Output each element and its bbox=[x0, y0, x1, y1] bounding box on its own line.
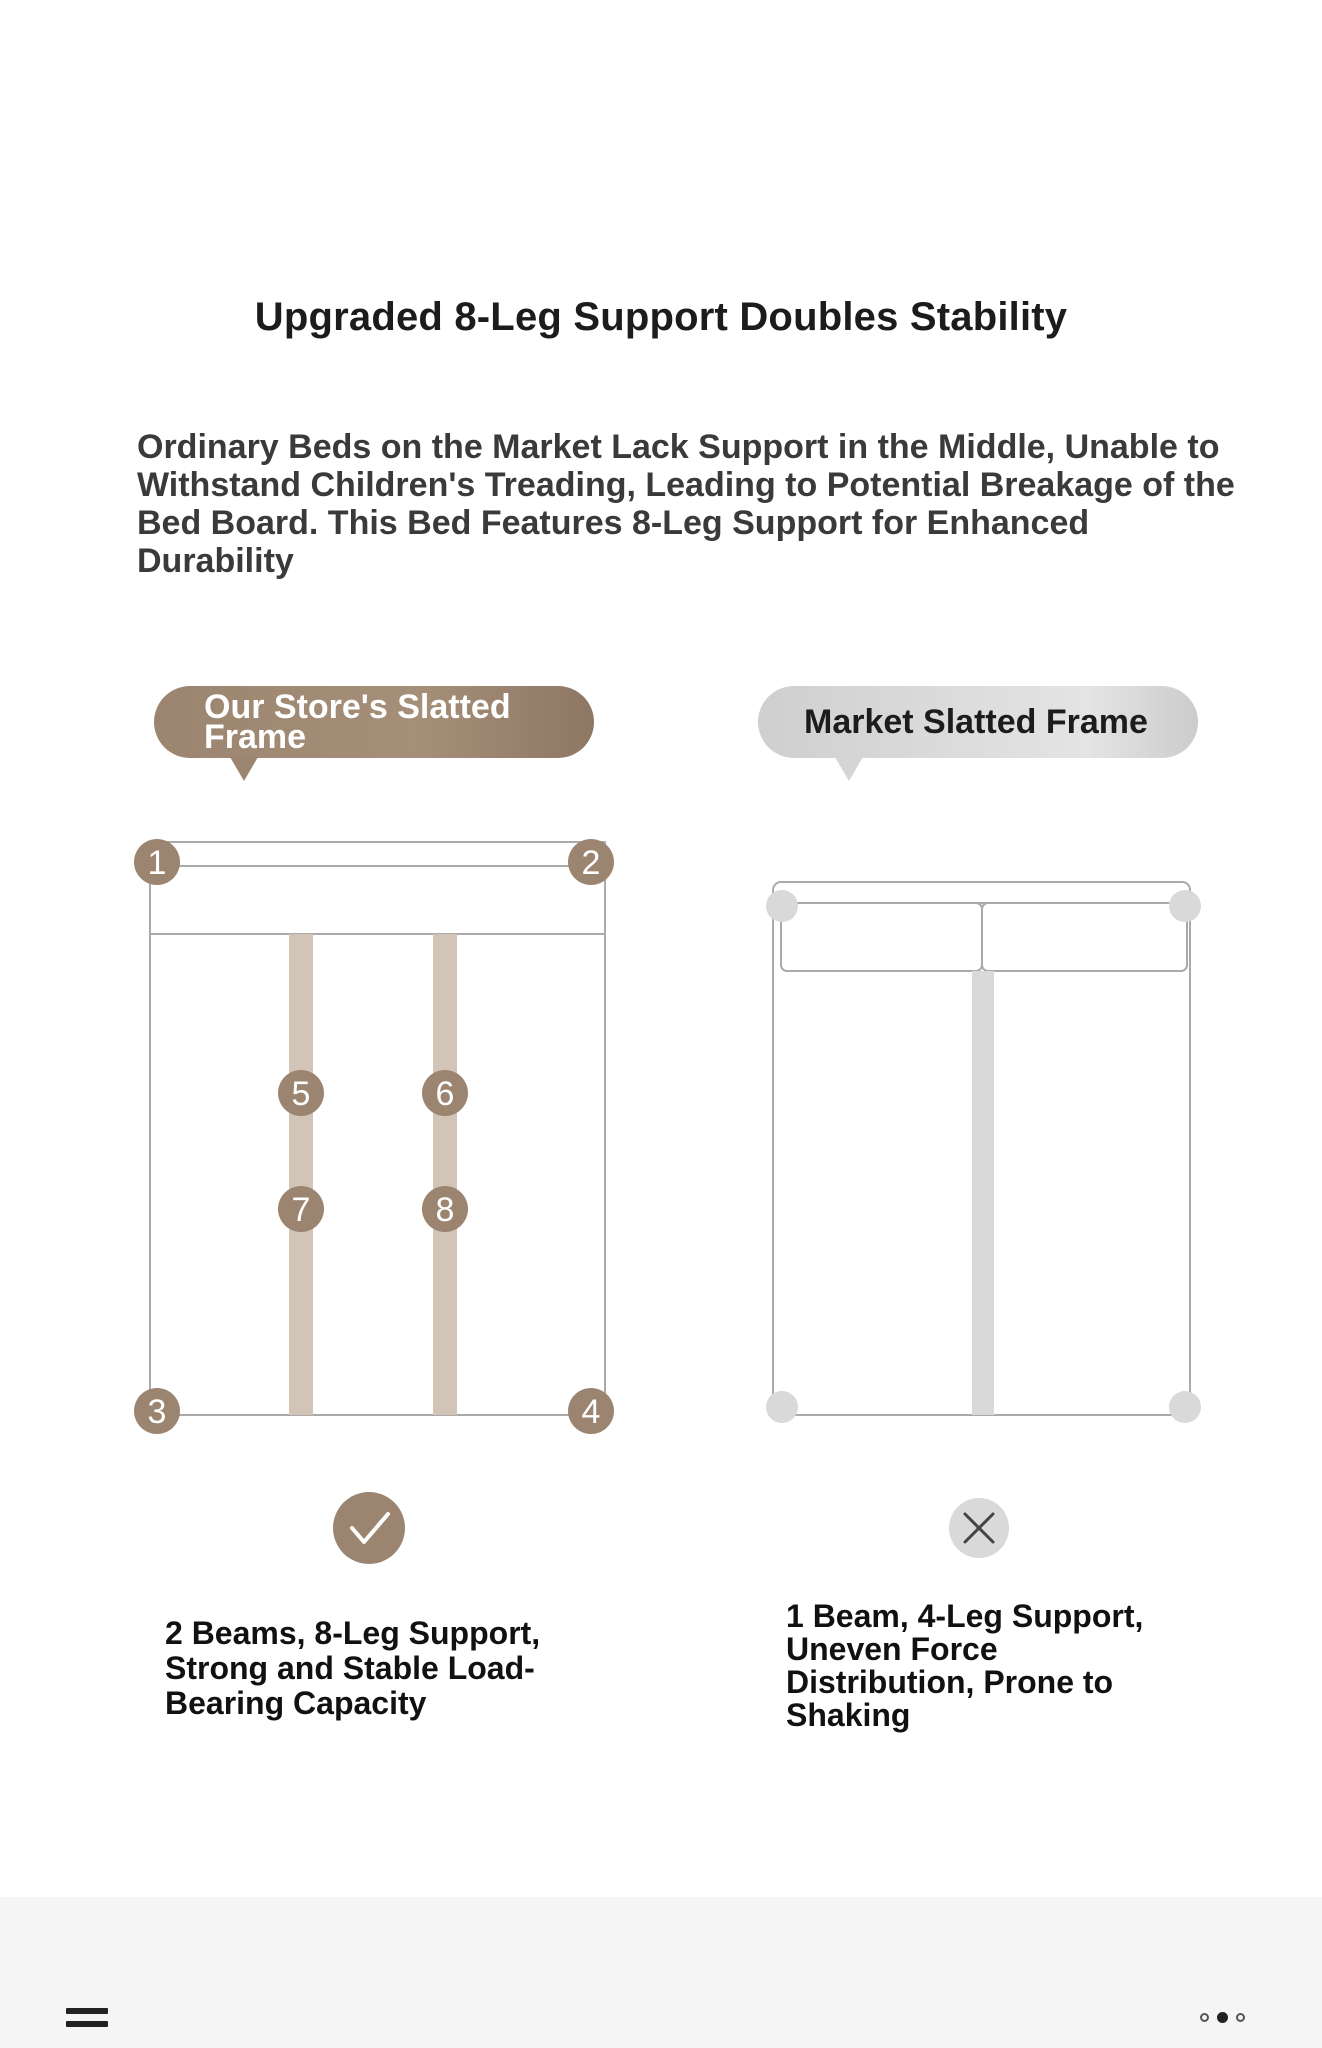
page-dot-2[interactable] bbox=[1217, 2012, 1228, 2023]
market-leg-marker-1 bbox=[766, 890, 798, 922]
intro-text: Ordinary Beds on the Market Lack Support in the Middle, Unable to Withstand Children's Treading, Leading to Potential Breakage of the Bed Board. This Bed Features 8-Leg Support for Enhanced Durability bbox=[137, 428, 1235, 580]
leg-marker-2 bbox=[568, 839, 614, 885]
market-frame-pillow-left bbox=[781, 903, 982, 971]
leg-number-7: 7 bbox=[291, 1191, 311, 1229]
our-frame-beam-1 bbox=[289, 934, 313, 1415]
our-frame-beam-2 bbox=[433, 934, 457, 1415]
hamburger-menu-icon[interactable] bbox=[66, 2008, 108, 2034]
our-frame-diagram bbox=[134, 839, 614, 1564]
market-leg-marker-2 bbox=[1169, 890, 1201, 922]
market-frame-label-text: Market Slatted Frame bbox=[804, 703, 1148, 741]
leg-number-3: 3 bbox=[147, 1393, 167, 1431]
check-icon bbox=[333, 1492, 405, 1564]
leg-number-5: 5 bbox=[291, 1075, 311, 1113]
leg-marker-1 bbox=[134, 839, 180, 885]
market-leg-marker-3 bbox=[766, 1391, 798, 1423]
page-indicator bbox=[1200, 2012, 1245, 2023]
market-frame-beam bbox=[972, 971, 994, 1415]
page-dot-1[interactable] bbox=[1200, 2013, 1209, 2022]
leg-marker-8 bbox=[422, 1186, 468, 1232]
leg-number-6: 6 bbox=[435, 1075, 455, 1113]
leg-marker-3 bbox=[134, 1388, 180, 1434]
leg-marker-7 bbox=[278, 1186, 324, 1232]
market-frame-caption: 1 Beam, 4-Leg Support, Uneven Force Distribution, Prone to Shaking bbox=[786, 1598, 1144, 1733]
leg-marker-4 bbox=[568, 1388, 614, 1434]
market-frame-pillow-right bbox=[982, 903, 1187, 971]
page-title: Upgraded 8-Leg Support Doubles Stability bbox=[254, 295, 1068, 339]
page-dot-3[interactable] bbox=[1236, 2013, 1245, 2022]
our-frame-outline bbox=[147, 842, 605, 1415]
leg-number-8: 8 bbox=[435, 1191, 455, 1229]
market-leg-marker-4 bbox=[1169, 1391, 1201, 1423]
our-frame-caption: 2 Beams, 8-Leg Support, Strong and Stable Load-Bearing Capacity bbox=[165, 1615, 541, 1721]
our-frame-label-text: Our Store's Slatted Frame bbox=[204, 688, 511, 756]
market-frame-diagram bbox=[766, 882, 1201, 1558]
leg-number-4: 4 bbox=[581, 1393, 601, 1431]
bottom-toolbar bbox=[0, 1897, 1322, 2048]
cross-icon bbox=[949, 1498, 1009, 1558]
leg-marker-5 bbox=[278, 1070, 324, 1116]
leg-marker-6 bbox=[422, 1070, 468, 1116]
leg-number-1: 1 bbox=[147, 844, 167, 882]
leg-number-2: 2 bbox=[581, 844, 601, 882]
